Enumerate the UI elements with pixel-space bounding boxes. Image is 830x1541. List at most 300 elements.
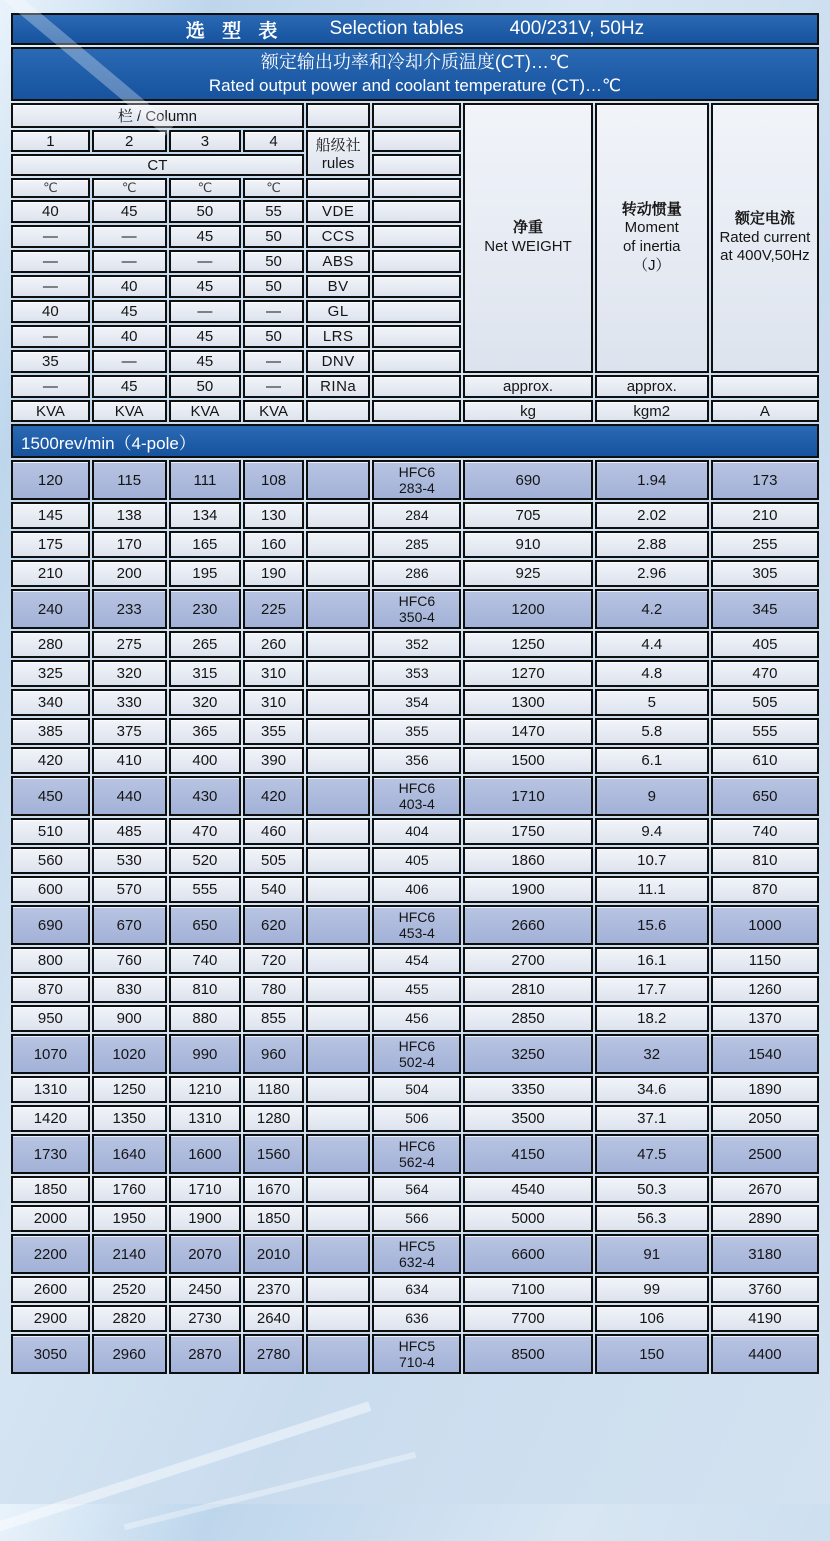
inertia-cell: 10.7 <box>595 847 709 874</box>
kva-col4-cell: 1280 <box>243 1105 304 1132</box>
ct-value-cell: — <box>11 275 90 298</box>
ct-value-cell: — <box>92 250 167 273</box>
kva-col2-cell: 115 <box>92 460 167 500</box>
subtitle <box>11 47 819 101</box>
kva-col2-cell: 530 <box>92 847 167 874</box>
kva-col3-cell: 520 <box>169 847 242 874</box>
current-cell: 4400 <box>711 1334 819 1374</box>
degc-cell: ℃ <box>243 178 304 198</box>
table-row <box>11 560 819 587</box>
table-row <box>11 1276 819 1303</box>
column-number-cell: 1 <box>11 130 90 152</box>
kva-col2-cell: 375 <box>92 718 167 745</box>
weight-cell: 1900 <box>463 876 592 903</box>
table-row <box>11 1005 819 1032</box>
kva-col2-cell: 330 <box>92 689 167 716</box>
society-cell: CCS <box>306 225 371 248</box>
model-cell: 564 <box>372 1176 461 1203</box>
ct-value-cell: 40 <box>92 275 167 298</box>
inertia-cell: 2.88 <box>595 531 709 558</box>
current-cell: 2670 <box>711 1176 819 1203</box>
model-cell: HFC6 453-4 <box>372 905 461 945</box>
kva-col2-cell: 485 <box>92 818 167 845</box>
column-number-cell: 2 <box>92 130 167 152</box>
rules-empty-cell <box>306 589 371 629</box>
ct-value-cell: — <box>169 250 242 273</box>
model-cell: HFC5 632-4 <box>372 1234 461 1274</box>
model-cell: HFC6 283-4 <box>372 460 461 500</box>
weight-cell: 3350 <box>463 1076 592 1103</box>
kva-col1-cell: 510 <box>11 818 90 845</box>
empty-model-cell <box>372 103 461 128</box>
kva-col4-cell: 855 <box>243 1005 304 1032</box>
kva-col1-cell: 1850 <box>11 1176 90 1203</box>
kva-unit-cell: KVA <box>11 400 90 422</box>
empty-model-cell <box>372 375 461 398</box>
current-cell: 210 <box>711 502 819 529</box>
table-row <box>11 502 819 529</box>
kva-col2-cell: 200 <box>92 560 167 587</box>
table-row <box>11 1176 819 1203</box>
inertia-cell: 47.5 <box>595 1134 709 1174</box>
society-cell: LRS <box>306 325 371 348</box>
society-cell: ABS <box>306 250 371 273</box>
kva-col3-cell: 740 <box>169 947 242 974</box>
model-cell: 504 <box>372 1076 461 1103</box>
current-cell: 405 <box>711 631 819 658</box>
current-cell: 740 <box>711 818 819 845</box>
kva-col1-cell: 450 <box>11 776 90 816</box>
table-row <box>11 847 819 874</box>
kva-col3-cell: 430 <box>169 776 242 816</box>
kva-col3-cell: 2730 <box>169 1305 242 1332</box>
kva-col4-cell: 620 <box>243 905 304 945</box>
weight-cell: 8500 <box>463 1334 592 1374</box>
weight-cell: 1500 <box>463 747 592 774</box>
rated-current-header <box>711 103 819 373</box>
inertia-cell: 2.96 <box>595 560 709 587</box>
kva-col3-cell: 2870 <box>169 1334 242 1374</box>
ct-value-cell: — <box>11 325 90 348</box>
kva-col2-cell: 138 <box>92 502 167 529</box>
kva-col3-cell: 650 <box>169 905 242 945</box>
model-cell: HFC5 710-4 <box>372 1334 461 1374</box>
weight-cell: 2660 <box>463 905 592 945</box>
table-row <box>11 1105 819 1132</box>
inertia-cell: 5.8 <box>595 718 709 745</box>
empty-model-cell <box>372 130 461 152</box>
kva-col1-cell: 1310 <box>11 1076 90 1103</box>
inertia-cell: 5 <box>595 689 709 716</box>
weight-cell: 3250 <box>463 1034 592 1074</box>
kva-col1-cell: 385 <box>11 718 90 745</box>
table-row <box>11 1076 819 1103</box>
subtitle-english: Rated output power and coolant temperature (CT)…℃ <box>208 75 622 95</box>
table-row <box>11 660 819 687</box>
ct-value-cell: 50 <box>243 275 304 298</box>
rules-empty-cell <box>306 1105 371 1132</box>
inertia-cell: 15.6 <box>595 905 709 945</box>
kva-col1-cell: 1730 <box>11 1134 90 1174</box>
units-row <box>11 400 819 422</box>
kva-col3-cell: 195 <box>169 560 242 587</box>
current-cell: 345 <box>711 589 819 629</box>
kva-col4-cell: 540 <box>243 876 304 903</box>
rules-empty-cell <box>306 747 371 774</box>
kva-col3-cell: 230 <box>169 589 242 629</box>
kva-unit-cell: KVA <box>92 400 167 422</box>
current-cell: 4190 <box>711 1305 819 1332</box>
weight-cell: 4540 <box>463 1176 592 1203</box>
empty-model-cell <box>372 178 461 198</box>
ct-value-cell: 45 <box>169 325 242 348</box>
table-row <box>11 1234 819 1274</box>
table-row <box>11 776 819 816</box>
kva-col1-cell: 870 <box>11 976 90 1003</box>
table-row <box>11 689 819 716</box>
inertia-cell: 4.2 <box>595 589 709 629</box>
current-cell: 3760 <box>711 1276 819 1303</box>
kva-col4-cell: 2010 <box>243 1234 304 1274</box>
kva-col4-cell: 310 <box>243 660 304 687</box>
kva-col2-cell: 410 <box>92 747 167 774</box>
inertia-cell: 2.02 <box>595 502 709 529</box>
inertia-header <box>595 103 709 373</box>
kva-col3-cell: 555 <box>169 876 242 903</box>
model-cell: 636 <box>372 1305 461 1332</box>
kva-col2-cell: 900 <box>92 1005 167 1032</box>
kva-col3-cell: 1900 <box>169 1205 242 1232</box>
inertia-cell: 50.3 <box>595 1176 709 1203</box>
weight-cell: 925 <box>463 560 592 587</box>
society-cell: GL <box>306 300 371 323</box>
kva-col4-cell: 1560 <box>243 1134 304 1174</box>
society-cell: DNV <box>306 350 371 373</box>
model-cell: 454 <box>372 947 461 974</box>
inertia-cell: 9 <box>595 776 709 816</box>
kva-col3-cell: 810 <box>169 976 242 1003</box>
empty-model-cell <box>372 200 461 223</box>
table-row <box>11 818 819 845</box>
table-row <box>11 631 819 658</box>
model-cell: 566 <box>372 1205 461 1232</box>
current-cell: 870 <box>711 876 819 903</box>
empty-model-cell <box>372 250 461 273</box>
kva-col2-cell: 2960 <box>92 1334 167 1374</box>
kva-col4-cell: 1180 <box>243 1076 304 1103</box>
model-cell: 352 <box>372 631 461 658</box>
ct-value-cell: — <box>169 300 242 323</box>
inertia-cell: 91 <box>595 1234 709 1274</box>
rules-empty-cell <box>306 1176 371 1203</box>
ct-value-cell: 50 <box>243 325 304 348</box>
inertia-cell: 34.6 <box>595 1076 709 1103</box>
title-chinese: 选 型 表 <box>185 20 284 42</box>
kva-col3-cell: 1310 <box>169 1105 242 1132</box>
ct-value-cell: 35 <box>11 350 90 373</box>
subtitle-band <box>11 47 819 101</box>
weight-cell: 3500 <box>463 1105 592 1132</box>
kva-col1-cell: 2900 <box>11 1305 90 1332</box>
current-cell: 3180 <box>711 1234 819 1274</box>
kva-col4-cell: 960 <box>243 1034 304 1074</box>
ct-value-cell: — <box>11 225 90 248</box>
net-weight-cn: 净重 <box>513 219 544 237</box>
kva-col3-cell: 320 <box>169 689 242 716</box>
empty-model-cell <box>372 325 461 348</box>
inertia-cell: 9.4 <box>595 818 709 845</box>
rules-empty-cell <box>306 560 371 587</box>
inertia-unit-cell: kgm2 <box>595 400 709 422</box>
kva-col1-cell: 420 <box>11 747 90 774</box>
kva-col4-cell: 1850 <box>243 1205 304 1232</box>
society-row-rina <box>11 375 819 398</box>
rules-empty-cell <box>306 531 371 558</box>
current-cell: 470 <box>711 660 819 687</box>
degc-cell: ℃ <box>11 178 90 198</box>
model-cell: 353 <box>372 660 461 687</box>
ct-value-cell: 50 <box>169 200 242 223</box>
table-row <box>11 747 819 774</box>
kva-col3-cell: 111 <box>169 460 242 500</box>
kva-col1-cell: 800 <box>11 947 90 974</box>
kva-col2-cell: 830 <box>92 976 167 1003</box>
empty-model-cell <box>372 400 461 422</box>
rules-empty-cell <box>306 1205 371 1232</box>
ct-value-cell: — <box>92 225 167 248</box>
rules-empty-cell <box>306 460 371 500</box>
kva-col4-cell: 2780 <box>243 1334 304 1374</box>
ct-value-cell: — <box>92 350 167 373</box>
rules-empty-cell <box>306 818 371 845</box>
current-cell: 505 <box>711 689 819 716</box>
kva-col2-cell: 275 <box>92 631 167 658</box>
ct-value-cell: — <box>243 375 304 398</box>
model-cell: 456 <box>372 1005 461 1032</box>
title-rating: 400/231V, 50Hz <box>509 18 645 39</box>
ct-value-cell: 45 <box>92 375 167 398</box>
inertia-cell: 32 <box>595 1034 709 1074</box>
kva-col4-cell: 160 <box>243 531 304 558</box>
kva-col4-cell: 310 <box>243 689 304 716</box>
weight-cell: 2810 <box>463 976 592 1003</box>
kva-col3-cell: 315 <box>169 660 242 687</box>
model-cell: HFC6 350-4 <box>372 589 461 629</box>
kva-col2-cell: 670 <box>92 905 167 945</box>
kva-col4-cell: 505 <box>243 847 304 874</box>
kva-col2-cell: 570 <box>92 876 167 903</box>
current-cell: 650 <box>711 776 819 816</box>
weight-cell: 7700 <box>463 1305 592 1332</box>
kva-col1-cell: 560 <box>11 847 90 874</box>
weight-cell: 1860 <box>463 847 592 874</box>
rules-empty-cell <box>306 1005 371 1032</box>
current-cell: 255 <box>711 531 819 558</box>
kva-col2-cell: 1350 <box>92 1105 167 1132</box>
rules-empty-cell <box>306 876 371 903</box>
inertia-cell: 6.1 <box>595 747 709 774</box>
rated-current-en2: at 400V,50Hz <box>720 247 810 265</box>
current-cell: 2500 <box>711 1134 819 1174</box>
weight-cell: 5000 <box>463 1205 592 1232</box>
selection-table <box>9 11 821 1376</box>
kva-col1-cell: 2600 <box>11 1276 90 1303</box>
kva-col4-cell: 460 <box>243 818 304 845</box>
kva-col1-cell: 950 <box>11 1005 90 1032</box>
inertia-cell: 17.7 <box>595 976 709 1003</box>
kva-col3-cell: 880 <box>169 1005 242 1032</box>
kva-col3-cell: 2070 <box>169 1234 242 1274</box>
ct-value-cell: 40 <box>92 325 167 348</box>
rules-empty-cell <box>306 502 371 529</box>
ct-value-cell: — <box>11 250 90 273</box>
kva-col3-cell: 265 <box>169 631 242 658</box>
inertia-cn: 转动惯量 <box>621 200 682 218</box>
ct-value-cell: 40 <box>11 200 90 223</box>
weight-cell: 6600 <box>463 1234 592 1274</box>
current-cell: 1000 <box>711 905 819 945</box>
inertia-cell: 106 <box>595 1305 709 1332</box>
current-cell: 810 <box>711 847 819 874</box>
net-weight-en: Net WEIGHT <box>484 238 572 255</box>
inertia-en2: of inertia <box>622 238 681 255</box>
current-unit-cell: A <box>711 400 819 422</box>
kva-col3-cell: 134 <box>169 502 242 529</box>
kva-col4-cell: 225 <box>243 589 304 629</box>
kva-col1-cell: 600 <box>11 876 90 903</box>
kva-col4-cell: 1670 <box>243 1176 304 1203</box>
rules-empty-cell <box>306 718 371 745</box>
inertia-en3: （J） <box>632 256 671 274</box>
kva-col4-cell: 190 <box>243 560 304 587</box>
column-label-cell: 栏 / Column <box>11 103 304 128</box>
table-row <box>11 1205 819 1232</box>
class-society-rules-header <box>306 130 371 176</box>
ct-value-cell: — <box>243 300 304 323</box>
kva-unit-cell: KVA <box>243 400 304 422</box>
kva-col1-cell: 175 <box>11 531 90 558</box>
ct-value-cell: — <box>11 375 90 398</box>
weight-cell: 1470 <box>463 718 592 745</box>
rules-cn: 船级社 <box>315 137 361 154</box>
model-cell: 286 <box>372 560 461 587</box>
inertia-en1: Moment <box>624 219 679 237</box>
kva-col1-cell: 1420 <box>11 1105 90 1132</box>
kva-col4-cell: 130 <box>243 502 304 529</box>
current-cell: 1150 <box>711 947 819 974</box>
model-cell: 354 <box>372 689 461 716</box>
kva-col3-cell: 2450 <box>169 1276 242 1303</box>
table-row <box>11 718 819 745</box>
empty-cell <box>306 103 371 128</box>
ct-value-cell: 45 <box>92 300 167 323</box>
rules-empty-cell <box>306 1134 371 1174</box>
rules-empty-cell <box>306 660 371 687</box>
kva-col1-cell: 280 <box>11 631 90 658</box>
ct-label-cell: CT <box>11 154 304 176</box>
rules-empty-cell <box>306 1305 371 1332</box>
weight-cell: 1300 <box>463 689 592 716</box>
column-number-cell: 4 <box>243 130 304 152</box>
model-cell: HFC6 502-4 <box>372 1034 461 1074</box>
rated-current-en1: Rated current <box>719 228 811 246</box>
current-cell: 2890 <box>711 1205 819 1232</box>
ct-value-cell: 50 <box>243 225 304 248</box>
model-cell: HFC6 562-4 <box>372 1134 461 1174</box>
model-cell: 405 <box>372 847 461 874</box>
kva-col1-cell: 145 <box>11 502 90 529</box>
kva-col3-cell: 165 <box>169 531 242 558</box>
ct-value-cell: 50 <box>169 375 242 398</box>
rules-empty-cell <box>306 847 371 874</box>
kva-col1-cell: 340 <box>11 689 90 716</box>
society-cell: RINa <box>306 375 371 398</box>
ct-value-cell: 45 <box>169 275 242 298</box>
current-cell: 1540 <box>711 1034 819 1074</box>
rules-empty-cell <box>306 1076 371 1103</box>
ct-value-cell: 50 <box>243 250 304 273</box>
table-row <box>11 1305 819 1332</box>
ct-value-cell: — <box>243 350 304 373</box>
kva-col3-cell: 990 <box>169 1034 242 1074</box>
empty-model-cell <box>372 275 461 298</box>
empty-model-cell <box>372 154 461 176</box>
model-cell: 506 <box>372 1105 461 1132</box>
weight-cell: 4150 <box>463 1134 592 1174</box>
kva-unit-cell: KVA <box>169 400 242 422</box>
current-cell: 555 <box>711 718 819 745</box>
rules-empty-cell <box>306 947 371 974</box>
kva-col4-cell: 2640 <box>243 1305 304 1332</box>
approx-inertia-cell: approx. <box>595 375 709 398</box>
table-row <box>11 947 819 974</box>
table-row <box>11 905 819 945</box>
model-cell: 285 <box>372 531 461 558</box>
kva-col4-cell: 780 <box>243 976 304 1003</box>
kva-col2-cell: 170 <box>92 531 167 558</box>
kva-col2-cell: 440 <box>92 776 167 816</box>
kva-col1-cell: 1070 <box>11 1034 90 1074</box>
inertia-cell: 1.94 <box>595 460 709 500</box>
rules-empty-cell <box>306 1334 371 1374</box>
table-row <box>11 976 819 1003</box>
model-cell: 355 <box>372 718 461 745</box>
approx-weight-cell: approx. <box>463 375 592 398</box>
kva-col2-cell: 1950 <box>92 1205 167 1232</box>
current-cell: 2050 <box>711 1105 819 1132</box>
column-number-cell: 3 <box>169 130 242 152</box>
model-cell: 406 <box>372 876 461 903</box>
kva-col1-cell: 2000 <box>11 1205 90 1232</box>
kva-col3-cell: 470 <box>169 818 242 845</box>
kva-col2-cell: 1760 <box>92 1176 167 1203</box>
kva-col3-cell: 1210 <box>169 1076 242 1103</box>
current-cell: 305 <box>711 560 819 587</box>
weight-cell: 1200 <box>463 589 592 629</box>
inertia-cell: 99 <box>595 1276 709 1303</box>
title-english: Selection tables <box>329 18 464 39</box>
model-cell: 455 <box>372 976 461 1003</box>
kva-col2-cell: 2820 <box>92 1305 167 1332</box>
ct-value-cell: 40 <box>11 300 90 323</box>
ct-value-cell: 45 <box>169 350 242 373</box>
inertia-cell: 18.2 <box>595 1005 709 1032</box>
empty-cell <box>711 375 819 398</box>
rules-empty-cell <box>306 976 371 1003</box>
kva-col1-cell: 2200 <box>11 1234 90 1274</box>
model-cell: 634 <box>372 1276 461 1303</box>
kva-col3-cell: 365 <box>169 718 242 745</box>
